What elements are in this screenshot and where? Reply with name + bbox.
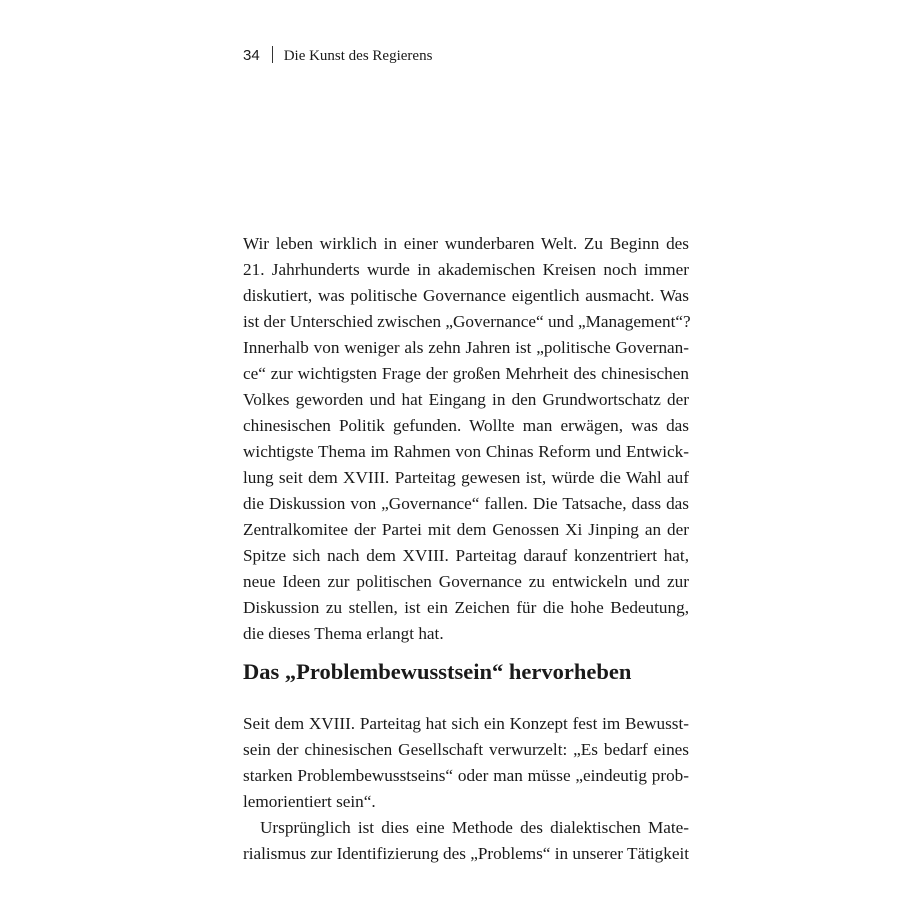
text-line: 21. Jahrhunderts wurde in akademischen Kreisen noch immer — [243, 260, 689, 279]
text-line: Diskussion zu stellen, ist ein Zeichen für die hohe Bedeutung, — [243, 598, 689, 617]
running-title: Die Kunst des Regierens — [283, 48, 433, 64]
text-line: lung seit dem XVIII. Parteitag gewesen ist, würde die Wahl auf — [243, 468, 689, 487]
text-line: ist der Unterschied zwischen „Governance“ und „Management“? — [243, 312, 691, 331]
section-paragraph-2 — [243, 815, 689, 867]
text-line: Wir leben wirklich in einer wunderbaren Welt. Zu Beginn des — [243, 234, 689, 253]
text-line: Innerhalb von weniger als zehn Jahren ist „politische Governan- — [243, 338, 689, 357]
running-header — [243, 46, 432, 66]
text-line: starken Problembewusstseins“ oder man müsse „eindeutig prob- — [243, 766, 689, 785]
text-line: die dieses Thema erlangt hat. — [243, 624, 444, 643]
text-line: sein der chinesischen Gesellschaft verwurzelt: „Es bedarf eines — [243, 740, 689, 759]
text-line: lemorientiert sein“. — [243, 792, 376, 811]
section-paragraph-1 — [243, 711, 689, 815]
text-line: die Diskussion von „Governance“ fallen. Die Tatsache, dass das — [243, 494, 689, 513]
text-line: Volkes geworden und hat Eingang in den Grundwortschatz der — [243, 390, 689, 409]
text-line: rialismus zur Identifizierung des „Problems“ in unserer Tätigkeit — [243, 844, 689, 863]
text-line: Ursprünglich ist dies eine Methode des dialektischen Mate- — [260, 818, 689, 837]
text-line: neue Ideen zur politischen Governance zu entwickeln und zur — [243, 572, 689, 591]
text-line: chinesischen Politik gefunden. Wollte man erwägen, was das — [243, 416, 689, 435]
text-line: Spitze sich nach dem XVIII. Parteitag darauf konzentriert hat, — [243, 546, 689, 565]
text-line: ce“ zur wichtigsten Frage der großen Mehrheit des chinesischen — [243, 364, 689, 383]
header-separator — [272, 46, 273, 63]
text-line: Zentralkomitee der Partei mit dem Genossen Xi Jinping an der — [243, 520, 689, 539]
text-line: wichtigste Thema im Rahmen von Chinas Reform und Entwick- — [243, 442, 689, 461]
text-line: Seit dem XVIII. Parteitag hat sich ein Konzept fest im Bewusst- — [243, 714, 689, 733]
text-line: diskutiert, was politische Governance eigentlich ausmacht. Was — [243, 286, 689, 305]
page-number: 34 — [243, 47, 260, 64]
section-heading: Das „Problembewusstsein“ hervorheben — [243, 659, 632, 684]
intro-paragraph — [243, 231, 689, 647]
